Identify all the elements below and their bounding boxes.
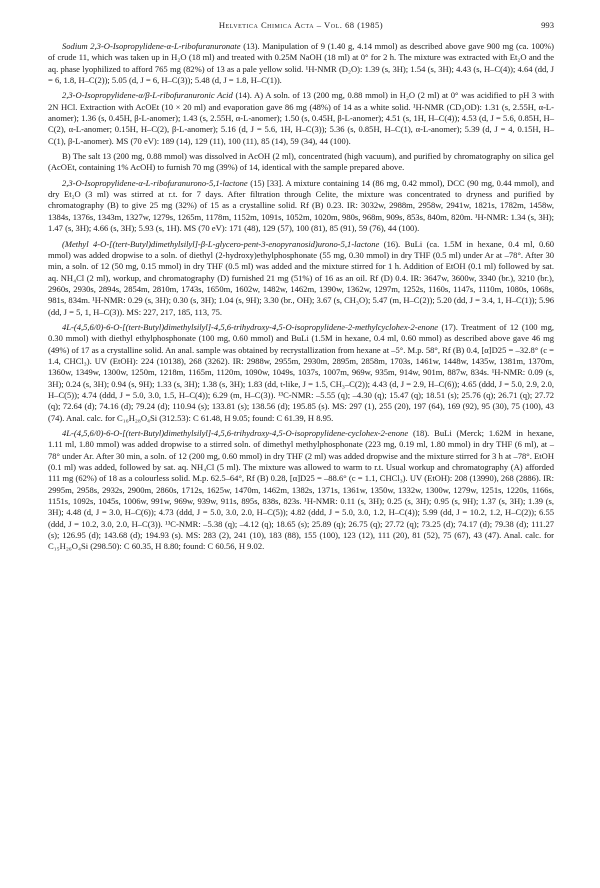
- compound-label: (14).: [235, 90, 252, 101]
- paragraph-compound-14: [48, 90, 554, 147]
- compound-label: (16).: [383, 238, 401, 249]
- page-number: 993: [541, 20, 554, 30]
- journal-title: Helvetica Chimica Acta – Vol. 68 (1985): [218, 20, 384, 30]
- running-head: [48, 20, 554, 32]
- compound-label: (17).: [441, 321, 458, 332]
- compound-label: (13).: [243, 41, 260, 51]
- paragraph-compound-13: [48, 41, 554, 86]
- compound-title: (Methyl 4-O-[(tert-Butyl)dimethylsilyl]-β-L-glycero-pent-3-enopyranosid)urono-5,1-lactone: [62, 238, 380, 249]
- compound-title: 2,3-O-Isopropylidene-α/β-L-ribofuranuronic Acid: [62, 90, 233, 101]
- compound-title: 4L-(4,5,6/0)-6-O-[(tert-Butyl)dimethylsilyl]-4,5,6-trihydroxy-4,5-O-isopropylidene-cyclohex-2-enone: [62, 428, 409, 438]
- paragraph-text: A mixture containing 14 (86 mg, 0.42 mmol), DCC (90 mg, 0.44 mmol), and dry Et₂O (3 ml) was stirred at r.t. for 7 days. After filtration through Celite, the mixture was concentrated to dryness and purified by chromatography (B) to give 25 mg (32%) of 15 as a crystalline solid. Rf (B) 0.23. IR: 3032w, 2988m, 2958w, 2941w, 1821s, 1782m, 1458w, 1384s, 1376s, 1343m, 1327w, 1279s, 1265m, 1178m, 1152m, 1091s, 1052m, 1020m, 980s, 968m, 909s, 853s, 840m, 820m. ¹H-NMR: 1.34 (s, 3H); 1.47 (s, 3H); 4.66 (s, 3H); 5.93 (s, 1H). MS (70 eV): 171 (48), 129 (57), 100 (81), 85 (91), 59 (76), 44 (100).: [48, 177, 554, 234]
- paragraph-text: BuLi (Merck; 1.62M in hexane, 1.11 ml, 1.80 mmol) was added dropwise to a stirred soln. of dimethyl methylphosphonate (223 mg, 0.19 ml, 1.80 mmol) in dry THF (6 ml), at –78° under Ar. After 30 min, a soln. of 12 (200 mg, 0.60 mmol) in dry THF (2 ml) was added dropwise and the mixture stirred for 3 h at –78°. EtOH (0.1 ml) was added, followed by sat. aq. NH₄Cl (5 ml). The mixture was allowed to warm to r.t. Usual workup and chromatography (A) afforded 111 mg (62%) of 18 as a colourless solid. M.p. 62.5–64°, Rf (B) 0.28, [α]D25 = –88.6° (c = 1.1, CHCl₃). UV (EtOH): 208 (13990), 268 (2886). IR: 2995m, 2958s, 2932s, 2900m, 2860s, 1712s, 1625w, 1470m, 1462m, 1382s, 1371s, 1361w, 1350w, 1332w, 1300w, 1279w, 1251s, 1220s, 1166s, 1151s, 1092s, 1045s, 1006w, 991w, 969w, 939w, 911s, 895s, 838s, 823s. ¹H-NMR: 0.11 (s, 3H); 0.25 (s, 3H); 0.95 (s, 9H); 1.37 (s, 3H); 1.39 (s, 3H); 4.48 (d, J = 3.0, H–C(6)); 4.73 (ddd, J = 5.0, 3.0, 2.0, H–C(5)); 4.82 (ddd, J = 5.0, 3.0, 1.2, H–C(4)); 5.99 (dd, J = 10.2, 1.2, H–C(2)); 6.55 (ddd, J = 10.2, 3.0, 2.0, H–C(3)). ¹³C-NMR: –5.38 (q); –4.12 (q); 18.65 (s); 25.89 (q); 26.75 (q); 27.72 (q); 73.25 (d); 74.17 (d); 79.38 (d); 111.27 (s); 126.95 (d); 143.68 (d); 194.93 (s). MS: 283 (2), 241 (10), 183 (88), 155 (100), 123 (12), 111 (20), 81 (52), 75 (67), 43 (47). Anal. calc. for C₁₅H₂₆O₄Si (298.50): C 60.35, H 8.80; found: C 60.56, H 9.02.: [48, 428, 555, 552]
- paragraph-text: A) A soln. of 13 (200 mg, 0.88 mmol) in H₂O (2 ml) at 0° was acidified to pH 3 with 2N HCl. Extraction with AcOEt (10 × 20 ml) and evaporation gave 86 mg (48%) of 14 as a white solid. ¹H-NMR (CD₃OD): 1.31 (s, 2.55H, α-L-anomer); 1.36 (s, 0.45H, β-L-anomer); 1.43 (s, 2.55H, α-L-anomer); 1.50 (s, 0.45H, β-L-anomer); 4.51 (s, 1H, H–C(4)); 4.53 (d, J = 5.6, 0.85H, H–C(2), α-L-anomer; 0.15H, H–C(2), β-L-anomer); 5.16 (d, J = 5.6, 1H, H–C(3)); 5.36 (s, 0.85H, H–C(1), α-L-anomer); 5.39 (d, J = 4, 0.15H, H–C(1), β-L-anomer). MS (70 eV): 189 (14), 129 (11), 100 (11), 85 (14), 59 (34), 44 (100).: [48, 90, 555, 146]
- paragraph-text: Treatment of 12 (100 mg, 0.30 mmol) with diethyl ethylphosphonate (100 mg, 0.60 mmol) and BuLi (1.5M in hexane, 0.4 ml, 0.60 mmol) as described above gave 46 mg (49%) of 17 as a crystalline solid. An anal. sample was obtained by recrystallization from hexane at –5°. M.p. 58°, Rf (B) 0.4, [α]D25 = –32.8° (c = 1.4, CHCl₃). UV (EtOH): 224 (10138), 268 (3262). IR: 2988w, 2955m, 2930m, 2895m, 2858m, 1703s, 1461w, 1448w, 1435w, 1381m, 1370m, 1360w, 1349w, 1300w, 1250m, 1218m, 1165m, 1120m, 1090w, 1049s, 1037s, 1007m, 969w, 935m, 914w, 901m, 887w, 834s. ¹H-NMR: 0.09 (s, 3H); 0.24 (s, 3H); 0.94 (s, 9H); 1.33 (s, 3H); 1.38 (s, 3H); 1.83 (dd, t-like, J = 1.5, CH₃–C(2)); 4.43 (d, J = 2.9, H–C(6)); 4.65 (ddd, J = 5.0, 2.9, 2.0, H–C(5)); 4.74 (ddd, J = 5.0, 3.0, 1.5, H–C(4)); 6.29 (m, H–C(3)). ¹³C-NMR: –5.55 (q); –4.30 (q); 15.47 (q); 18.51 (s); 25.76 (q); 26.71 (q); 27.72 (q); 72.64 (d); 74.16 (d); 79.24 (d); 110.94 (s); 133.81 (s); 138.56 (d); 195.85 (s). MS: 297 (1), 255 (20), 197 (64), 169 (92), 95 (30), 75 (100), 43 (74). Anal. calc. for C₁₆H₂₈O₄Si (312.53): C 61.48, H 9.05; found: C 61.39, H 8.95.: [48, 321, 554, 423]
- compound-title: Sodium 2,3-O-Isopropylidene-α-L-ribofuranuronate: [62, 41, 241, 51]
- compound-title: 4L-(4,5,6/0)-6-O-[(tert-Butyl)dimethylsilyl]-4,5,6-trihydroxy-4,5-O-isopropylidene-2-methylcyclohex-2-enone: [62, 321, 439, 332]
- paragraph-compound-14-method-b: [48, 151, 554, 174]
- paragraph-text: B) The salt 13 (200 mg, 0.88 mmol) was dissolved in AcOH (2 ml), concentrated (high vacuum), and purified by chromatography on silica gel (AcOEt, containing 1% AcOH) to furnish 70 mg (39%) of 14, identical with the sample prepared above.: [48, 151, 554, 173]
- paragraph-compound-18: [48, 428, 554, 553]
- paragraph-text: Manipulation of 9 (1.40 g, 4.14 mmol) as described above gave 900 mg (ca. 100%) of crude 11, which was taken up in H₂O (18 ml) and treated with 0.25M NaOH (18 ml) at 0° for 2 h. The mixture was extracted with Et₂O and the aq. phase lyophilized to afford 765 mg (82%) of 13 as a pale yellow solid. ¹H-NMR (D₂O): 1.39 (s, 3H); 1.54 (s, 3H); 4.43 (s, H–C(4)); 4.64 (dd, J = 6, 1.8, H–C(2)); 5.05 (d, J = 6, H–C(3)); 5.48 (d, J = 1.8, H–C(1)).: [48, 41, 555, 86]
- compound-label: (15) [33].: [250, 177, 284, 188]
- paragraph-compound-17: [48, 322, 554, 424]
- paragraph-compound-15: [48, 178, 554, 235]
- compound-label: (18).: [412, 428, 430, 438]
- paragraph-text: BuLi (ca. 1.5M in hexane, 0.4 ml, 0.60 mmol) was added dropwise to a soln. of diethyl (2-hydroxy)ethylphosphonate (55 mg, 0.30 mmol) in dry THF (0.5 ml) under Ar at –78°. After 30 min, a soln. of 12 (50 mg, 0.15 mmol) in dry THF (0.5 ml) was added and the mixture stirred for 1 h. Addition of EtOH (0.1 ml) followed by sat. aq. NH₄Cl (2 ml), workup, and chromatography (D) furnished 21 mg (51%) of 16 as an oil. Rf (D) 0.4. IR: 3647w, 3600w, 3340 (br.), 3210 (br.), 2960s, 2930s, 2894s, 2854m, 2810m, 1743s, 1650m, 1602w, 1482w, 1462m, 1390w, 1362w, 1297m, 1252s, 1160s, 1147s, 1110m, 1080s, 1068s, 981s, 834m. ¹H-NMR: 0.29 (s, 3H); 0.30 (s, 3H); 1.04 (s, 9H); 3.30 (br., OH); 3.67 (s, CH₃O); 5.47 (m, H–C(2)); 5.20 (dd, J = 3.4, 1, H–C(1)); 5.96 (dd, J = 5, 1, H–C(3)). MS: 227, 217, 185, 113, 75.: [48, 238, 554, 317]
- compound-title: 2,3-O-Isopropylidene-α-L-ribofuranurono-5,1-lactone: [62, 177, 248, 188]
- paragraph-compound-16: [48, 239, 554, 318]
